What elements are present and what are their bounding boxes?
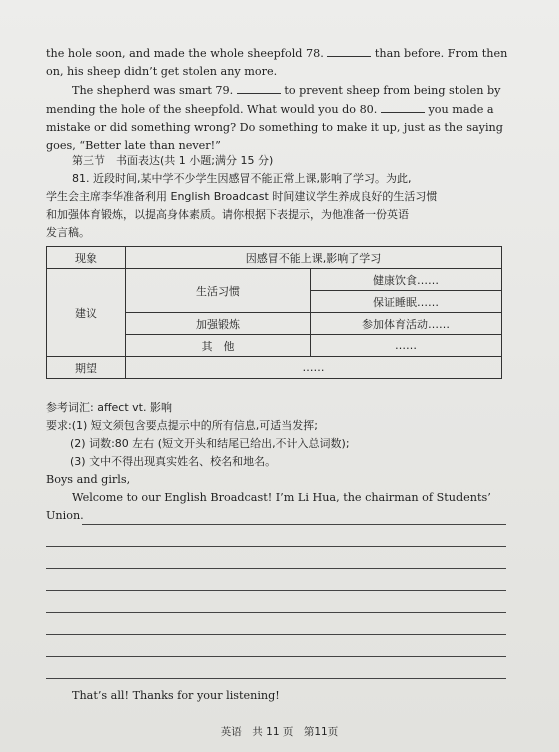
prompt-line-1: 81. 近段时间,某中学不少学生因感冒不能正常上课,影响了学习。为此, bbox=[72, 172, 412, 185]
phenomenon-value: 因感冒不能上课,影响了学习 bbox=[126, 247, 502, 269]
blank-78[interactable] bbox=[327, 44, 371, 57]
blank-79[interactable] bbox=[237, 81, 281, 94]
greeting: Boys and girls, bbox=[46, 473, 131, 486]
intro-line-a: Welcome to our English Broadcast! I’m Li Hua, the chairman of Students’ bbox=[72, 491, 491, 504]
passage-line-3a: The shepherd was smart 79. bbox=[72, 84, 234, 97]
writing-line[interactable] bbox=[46, 568, 506, 569]
writing-line[interactable] bbox=[46, 546, 506, 547]
writing-line[interactable] bbox=[46, 590, 506, 591]
vocab-note: 参考词汇: affect vt. 影响 bbox=[46, 401, 172, 414]
sports-item: 参加体育活动…… bbox=[311, 313, 502, 335]
section-title: 第三节 书面表达(共 1 小题;满分 15 分) bbox=[72, 154, 274, 167]
prompt-line-3: 和加强体育锻炼，以提高身体素质。请你根据下表提示，为他准备一份英语 bbox=[46, 208, 409, 221]
passage bbox=[46, 44, 511, 155]
other-label: 其 他 bbox=[126, 335, 311, 357]
requirements bbox=[46, 399, 511, 471]
closing: That’s all! Thanks for your listening! bbox=[72, 689, 280, 702]
requirement-1: 要求:(1) 短文须包含要点提示中的所有信息,可适当发挥; bbox=[46, 419, 318, 432]
writing-section bbox=[46, 152, 511, 242]
intro-line-b: Union. bbox=[46, 509, 84, 522]
passage-line-2: on, his sheep didn’t get stolen any more. bbox=[46, 65, 278, 78]
hope-value: …… bbox=[126, 357, 502, 379]
passage-line-6: goes, “Better late than never!” bbox=[46, 139, 221, 152]
essay-end bbox=[46, 687, 511, 705]
writing-line[interactable] bbox=[46, 612, 506, 613]
diet-item: 健康饮食…… bbox=[311, 269, 502, 291]
exercise-label: 加强锻炼 bbox=[126, 313, 311, 335]
other-value: …… bbox=[311, 335, 502, 357]
requirement-2: (2) 词数:80 左右 (短文开头和结尾已给出,不计入总词数); bbox=[70, 437, 350, 450]
page-footer: 英语 共 11 页 第11页 bbox=[220, 726, 339, 738]
passage-line-3b: to prevent sheep from being stolen by bbox=[284, 84, 501, 97]
phenomenon-label: 现象 bbox=[47, 247, 126, 269]
writing-line[interactable] bbox=[46, 678, 506, 679]
requirement-3: (3) 文中不得出现真实姓名、校名和地名。 bbox=[70, 455, 277, 468]
prompt-line-2: 学生会主席李华准备利用 English Broadcast 时间建议学生养成良好的生活习惯 bbox=[46, 190, 438, 203]
passage-line-4a: mending the hole of the sheepfold. What would you do 80. bbox=[46, 103, 378, 116]
passage-line-4b: you made a bbox=[428, 103, 494, 116]
passage-line-5: mistake or did something wrong? Do something to make it up, just as the saying bbox=[46, 121, 503, 134]
writing-line[interactable] bbox=[46, 656, 506, 657]
passage-line-1a: the hole soon, and made the whole sheepfold 78. bbox=[46, 47, 324, 60]
writing-line[interactable] bbox=[46, 634, 506, 635]
hope-label: 期望 bbox=[47, 357, 126, 379]
sleep-item: 保证睡眠…… bbox=[311, 291, 502, 313]
habits-label: 生活习惯 bbox=[126, 269, 311, 313]
essay-start bbox=[46, 471, 511, 525]
blank-80[interactable] bbox=[381, 100, 425, 113]
tips-table bbox=[46, 246, 502, 379]
prompt-line-4: 发言稿。 bbox=[46, 226, 90, 239]
advice-label: 建议 bbox=[47, 269, 126, 357]
writing-line[interactable] bbox=[82, 524, 506, 525]
passage-line-1b: than before. From then bbox=[374, 47, 508, 60]
